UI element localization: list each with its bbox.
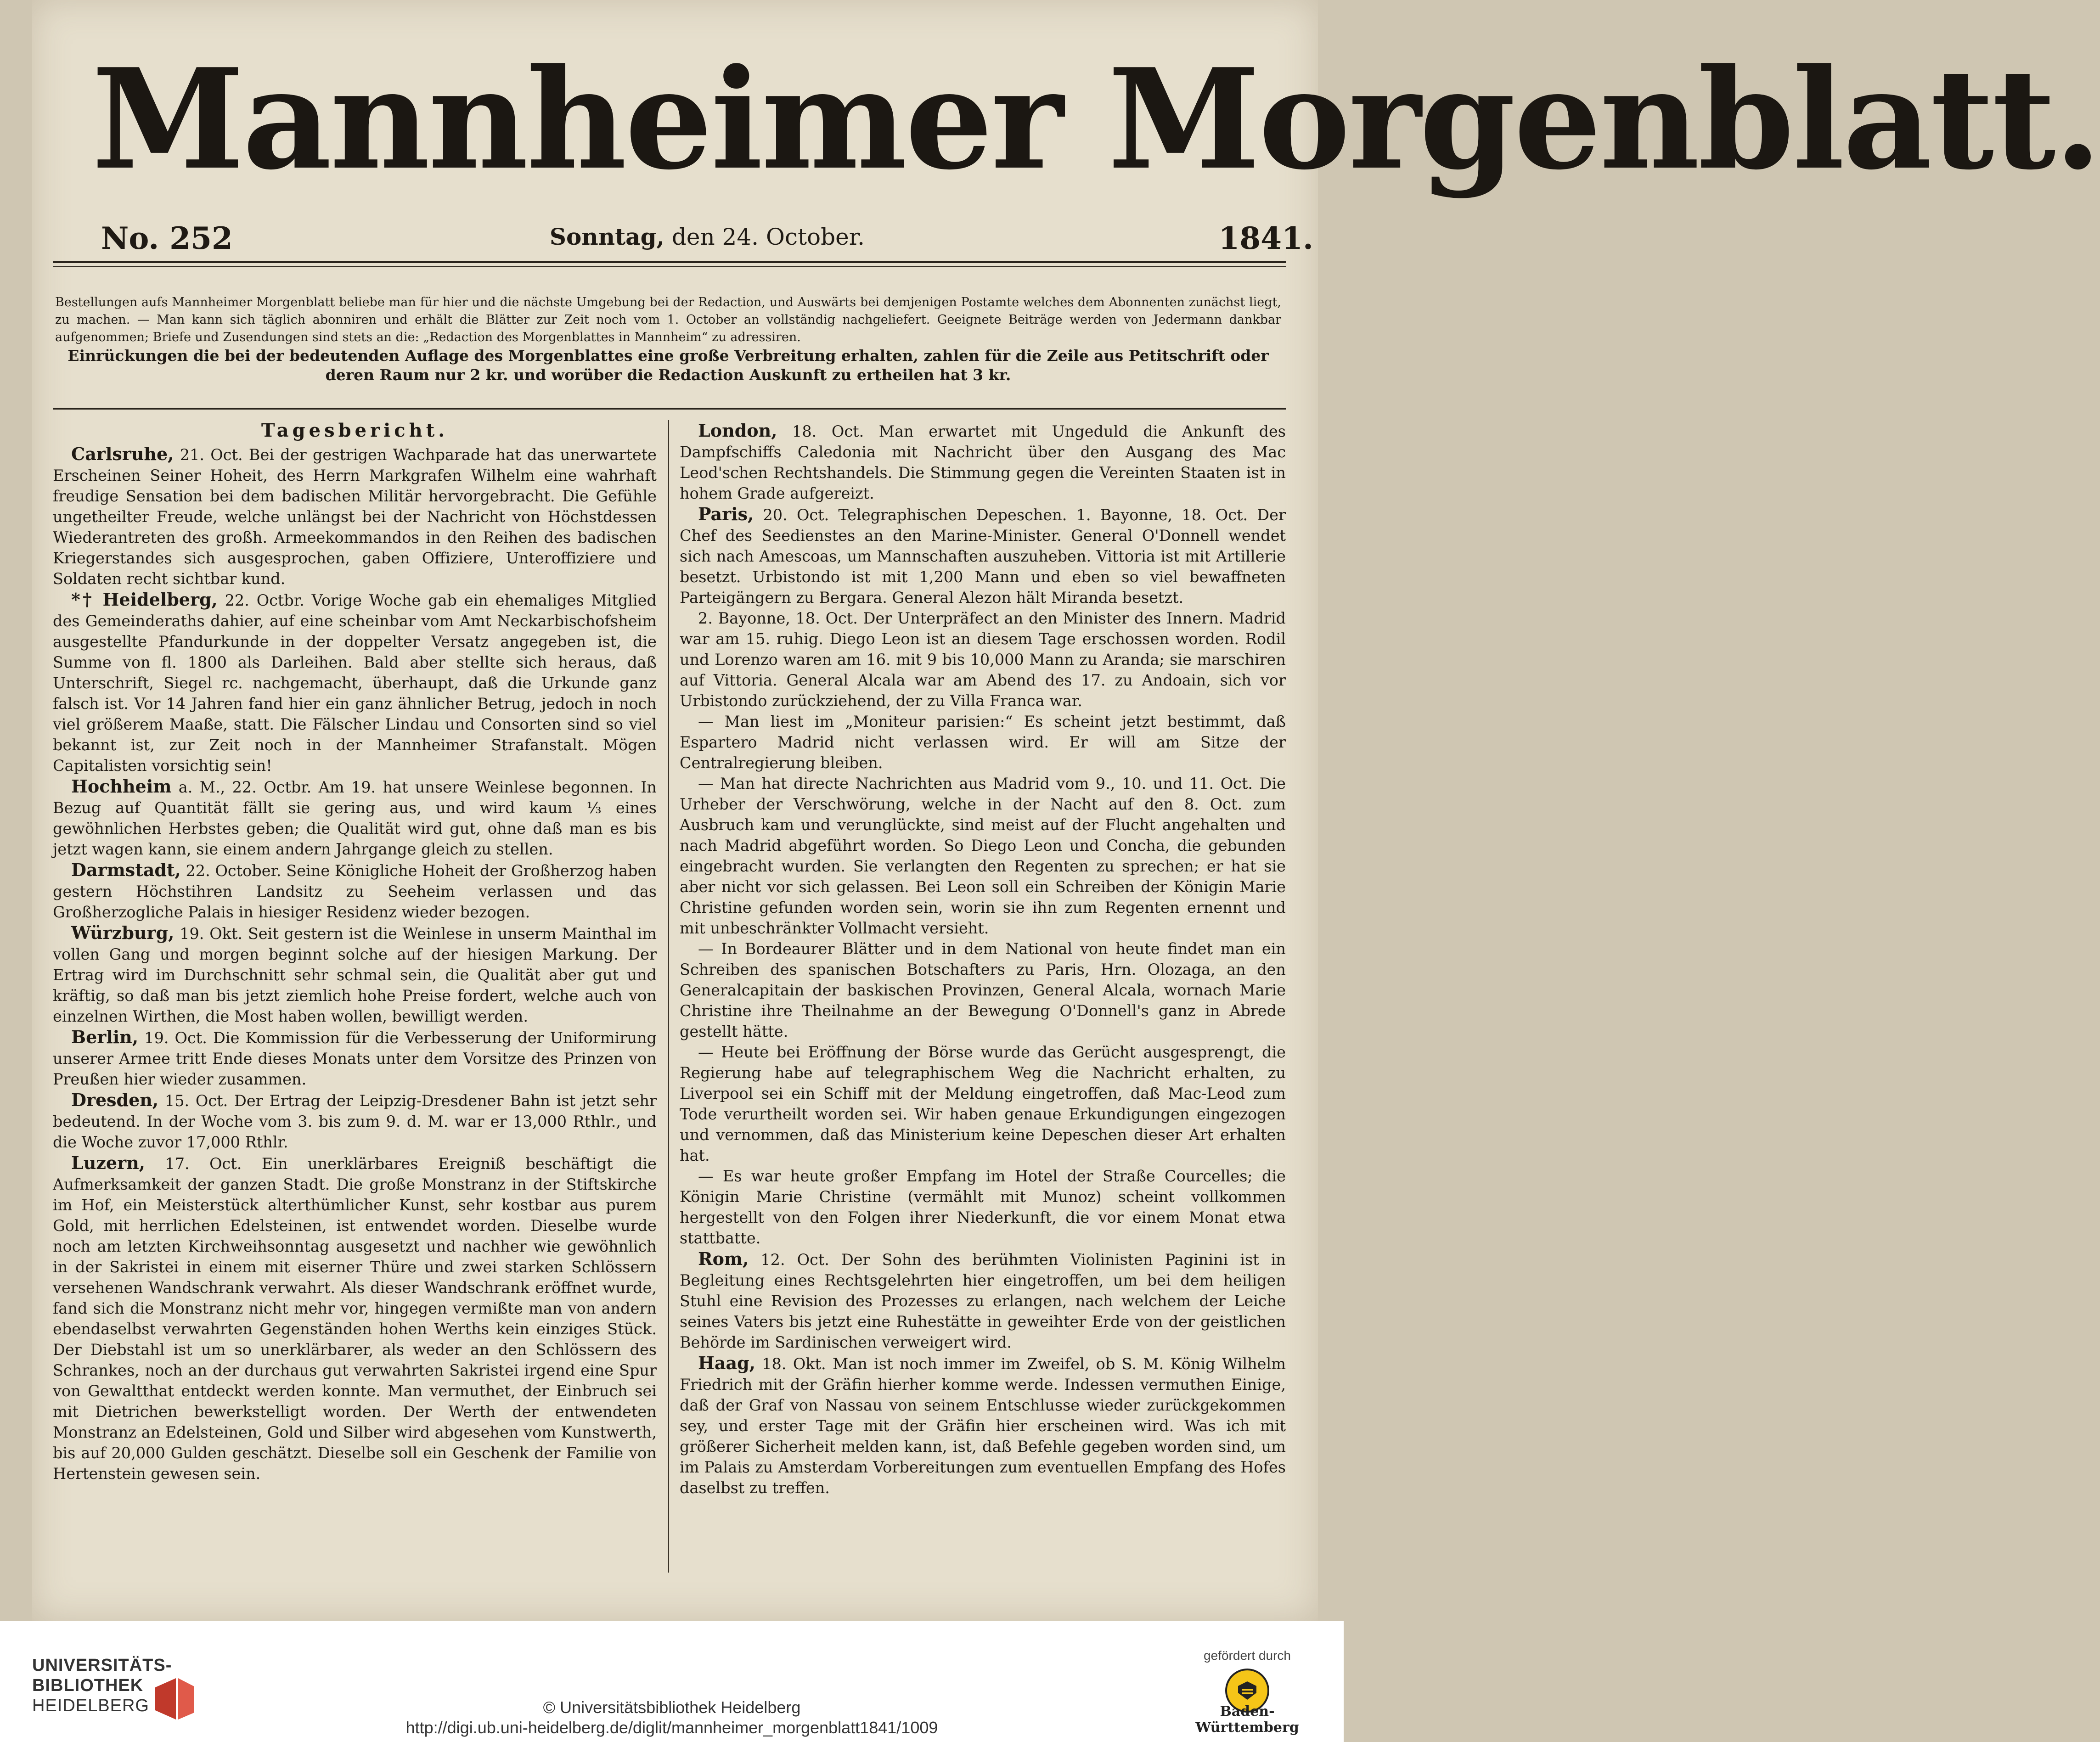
library-name-line: BIBLIOTHEK <box>32 1676 144 1695</box>
issue-date-text: den 24. October. <box>671 224 865 250</box>
divider-rule <box>53 408 1286 410</box>
column-left <box>53 420 657 1577</box>
article-text: — Es war heute großer Empfang im Hotel der Straße Courcelles; die Königin Marie Christine (vermählt mit Munoz) scheint vollkommen hergestellt von den Folgen ihrer Niederkunft, die vor einem Monat etwa stattbatte. <box>680 1167 1286 1247</box>
library-name-line: UNIVERSITÄTS- <box>32 1656 172 1675</box>
article <box>53 1090 657 1152</box>
article <box>680 420 1286 504</box>
article <box>680 1353 1286 1498</box>
dateline <box>101 216 1313 257</box>
article-text: 18. Okt. Man ist noch immer im Zweifel, ob S. M. König Wilhelm Friedrich mit der Gräfin hierher komme werde. Indessen vermuthen Einige, daß der Graf von Nassau von seinem Entschlusse wieder zurückgekommen sey, und erster Tage mit der Gräfin hier erscheinen wird. Was ich mit größerer Sicherheit melden kann, ist, daß Befehle gegeben worden sind, um im Palais zu Amsterdam Vorbereitungen zum eventuellen Empfang des Hofes daselbst zu treffen. <box>680 1355 1286 1497</box>
article-place: Haag, <box>698 1353 755 1373</box>
article-place: Paris, <box>698 504 754 524</box>
article-text: 2. Bayonne, 18. Oct. Der Unterpräfect an den Minister des Innern. Madrid war am 15. ruhig. Diego Leon ist an diesem Tage erschossen worden. Rodil und Lorenzo waren am 16. mit 9 bis 10,000 Mann zu Aranda; sie marschiren auf Vittoria. General Alcala war am Abend des 17. zu Andoain, sich vor Urbistondo zurückziehend, der zu Villa Franca war. <box>680 609 1286 710</box>
article-place: Hochheim <box>71 776 172 797</box>
copyright-notice: © Universitätsbibliothek Heidelberg <box>543 1698 801 1717</box>
article-text: 15. Oct. Der Ertrag der Leipzig-Dresdener Bahn ist jetzt sehr bedeutend. In der Woche vom 3. bis zum 9. d. M. war er 13,000 Rthlr., und die Woche zuvor 17,000 Rthlr. <box>53 1092 657 1151</box>
article-place: Berlin, <box>71 1027 139 1047</box>
notice-text: Bestellungen aufs Mannheimer Morgenblatt beliebe man für hier und die nächste Umgebung bei der Redaction, und Auswärts bei demjenigen Postamte welches dem Abonnenten zunächst liegt, zu machen. — Man kann sich täglich abonniren und erhält die Blätter zur Zeit noch vom 1. October an vollständig nachgeliefert. Geeignete Beiträge werden von Jedermann dankbar aufgenommen; Briefe und Zusendungen sind stets an die: „Redaction des Morgenblattes in Mannheim“ zu adressiren. <box>55 295 1281 344</box>
article <box>53 922 657 1027</box>
masthead-title: Mannheimer Morgenblatt. <box>92 38 2100 200</box>
article <box>680 504 1286 608</box>
article <box>680 1248 1286 1353</box>
divider-rule <box>53 261 1286 263</box>
permalink[interactable]: http://digi.ub.uni-heidelberg.de/diglit/mannheimer_morgenblatt1841/1009 <box>405 1718 938 1737</box>
article-place: London, <box>698 420 777 441</box>
column-right <box>680 420 1286 1577</box>
article-text: 17. Oct. Ein unerklärbares Ereigniß beschäftigt die Aufmerksamkeit der ganzen Stadt. Die große Monstranz in der Stiftskirche im Hof, ein Meisterstück alterthümlicher Kunst, sehr kostbar aus purem Gold, mit herrlichen Edelsteinen, ist entwendet worden. Dieselbe wurde noch am letzten Kirchweihsonntag ausgesetzt und nachher wie gewöhnlich in der Sakristei in einem mit eiserner Thüre und zwei starken Schlössern versehenen Wandschrank verwahrt. Als dieser Wandschrank eröffnet wurde, fand sich die Monstranz nicht mehr vor, hingegen vermißte man von andern ebendaselbst verwahrten Gegenständen hohen Werths kein einziges Stück. Der Diebstahl ist um so unerklärbarer, als weder an den Schlössern des Schrankes, noch an der durchaus gut verwahrten Sakristei irgend eine Spur von Gewaltthat entdeckt werden konnte. Man vermuthet, der Einbruch sei mit Dietrichen bewerkstelligt worden. Der Werth der entwendeten Monstranz an Edelsteinen, Gold und Silber wird abgesehen vom Kunstwerth, bis auf 20,000 Gulden geschätzt. Dieselbe soll ein Geschenk der Familie von Hertenstein gewesen sein. <box>53 1155 657 1483</box>
article-place: Darmstadt, <box>71 860 181 880</box>
subscription-notice <box>55 294 1281 404</box>
article-text: — Man hat directe Nachrichten aus Madrid vom 9., 10. und 11. Oct. Die Urheber der Verschwörung, welche in der Nacht auf den 8. Oct. zum Ausbruch kam und verunglückte, sind meist auf der Flucht angehalten und nach Madrid abgeführt worden. So Diego Leon und Concha, die gebunden eingebracht wurden. Sie verlangten den Regenten zu sprechen; er hat sie aber nicht vor sich gelassen. Bei Leon soll ein Schreiben der Königin Marie Christine gefunden worden sein, worin sie ihn zum Regenten ernennt und mit unbeschränkter Vollmacht versieht. <box>680 775 1286 937</box>
state-name: Baden-Württemberg <box>1195 1703 1299 1736</box>
article-text: 20. Oct. Telegraphischen Depeschen. 1. Bayonne, 18. Oct. Der Chef des Seedienstes an den Marine-Minister. General O'Donnell wendet sich nach Amescoas, um Mannschaften auszuheben. Vittoria ist mit Artillerie besetzt. Urbistondo ist mit 1,200 Mann und eben so viel bewaffneten Parteigängern zu Bergara. General Alezon hält Miranda besetzt. <box>680 506 1286 607</box>
library-footer <box>0 1621 1344 1742</box>
article <box>53 444 657 589</box>
section-heading: Tagesbericht. <box>261 420 449 441</box>
article <box>53 776 657 860</box>
article-text: 19. Okt. Seit gestern ist die Weinlese in unserm Mainthal im vollen Gang und morgen beginnt solche auf der hiesigen Markung. Der Ertrag wird im Durchschnitt sehr schmal sein, die Qualität aber gut und kräftig, so daß man bis jetzt ziemlich hohe Preise fordert, welche auch von einzelnen Wirthen, die Most haben wollen, bewilligt werden. <box>53 925 657 1025</box>
article <box>53 1027 657 1090</box>
issue-date <box>101 223 1313 250</box>
article-text: a. M., 22. Octbr. Am 19. hat unsere Weinlese begonnen. In Bezug auf Quantität fällt sie gering aus, und wird kaum ⅓ eines gewöhnlichen Herbstes geben; die Qualität wird gut, ohne daß man es bis jetzt wagen kann, sie einem andern Jahrgange gleich zu stellen. <box>53 778 657 858</box>
notice-advertising: Einrückungen die bei der bedeutenden Auflage des Morgenblattes eine große Verbreitung erhalten, zahlen für die Zeile aus Petitschrift oder deren Raum nur 2 kr. und worüber die Redaction Auskunft zu ertheilen hat 3 kr. <box>68 347 1269 384</box>
article-text: 22. Octbr. Vorige Woche gab ein ehemaliges Mitglied des Gemeinderaths dahier, auf eine scheinbar vom Amt Neckarbischofsheim ausgestellte Pfandurkunde in der doppelter Versatz angegeben ist, die Summe von fl. 1800 als Darleihen. Bald aber stellte sich heraus, daß Unterschrift, Siegel rc. nachgemacht, überhaupt, daß die Urkunde ganz falsch ist. Vor 14 Jahren fand hier ein ganz ähnlicher Betrug, jedoch in noch viel größerem Maaße, statt. Die Fälscher Lindau und Consorten sind so viel bekannt ist, zur Zeit noch in der Mannheimer Strafanstalt. Mögen Capitalisten vorsichtig sein! <box>53 591 657 775</box>
article <box>53 589 657 776</box>
funded-by-label: gefördert durch <box>1204 1648 1291 1663</box>
article-text: — Man liest im „Moniteur parisien:“ Es scheint jetzt bestimmt, daß Espartero Madrid nicht verlassen wird. Er will am Sitze der Centralregierung bleiben. <box>680 713 1286 772</box>
article <box>53 860 657 922</box>
article-place: Würzburg, <box>71 922 175 943</box>
article-text: 22. October. Seine Königliche Hoheit der Großherzog haben gestern Höchstihren Landsitz zu Seeheim verlassen und das Großherzogliche Palais in hiesiger Residenz wieder bezogen. <box>53 862 657 921</box>
article-place: Dresden, <box>71 1090 159 1110</box>
article-text: 18. Oct. Man erwartet mit Ungeduld die Ankunft des Dampfschiffs Caledonia mit Nachricht über den Ausgang des Mac Leod'schen Rechtshandels. Die Stimmung gegen die Vereinten Staaten ist in hohem Grade aufgereizt. <box>680 422 1286 502</box>
divider-rule <box>53 266 1286 267</box>
article-place: Luzern, <box>71 1152 145 1173</box>
article-text: 12. Oct. Der Sohn des berühmten Violinisten Paginini ist in Begleitung eines Rechtsgelehrten hier eingetroffen, um bei dem heiligen Stuhl eine Revision des Prozesses zu erlangen, nach welchem der Leiche seines Vaters bis jetzt eine Ruhestätte in geweihter Erde von der geistlichen Behörde im Sardinischen verweigert wird. <box>680 1251 1286 1351</box>
article <box>53 1152 657 1484</box>
article-place: Rom, <box>698 1248 749 1269</box>
issue-day: Sonntag, <box>549 223 664 250</box>
library-name-line: HEIDELBERG <box>32 1696 149 1715</box>
issue-number: No. 252 <box>101 220 233 256</box>
column-divider <box>668 420 669 1573</box>
article-place: *† Heidelberg, <box>71 589 218 610</box>
issue-year: 1841. <box>1218 220 1313 256</box>
article-place: Carlsruhe, <box>71 444 174 464</box>
article-text: — In Bordeaurer Blätter und in dem National von heute findet man ein Schreiben des spanischen Botschafters zu Paris, Hrn. Olozaga, an den Generalcapitain der baskischen Provinzen, General Alcala, wornach Marie Christine ihre Theilnahme an der Bewegung O'Donnell's ganz in Abrede gestellt hätte. <box>680 940 1286 1040</box>
article-text: 21. Oct. Bei der gestrigen Wachparade hat das unerwartete Erscheinen Seiner Hoheit, des Herrn Markgrafen Wilhelm eine wahrhaft freudige Sensation bei dem badischen Militär hervorgebracht. Die Gefühle ungetheilter Freude, welche unlängst bei der Nachricht von Höchstdessen Wiederantreten des großh. Armeekommandos in den Reihen des badischen Kriegerstandes sich ausgesprochen, gaben Offiziere, Unteroffiziere und Soldaten recht sichtbar kund. <box>53 446 657 588</box>
article-text: — Heute bei Eröffnung der Börse wurde das Gerücht ausgesprengt, die Regierung habe auf telegraphischem Weg die Nachricht erhalten, zu Liverpool sei ein Schiff mit der Meldung eingetroffen, daß Mac-Leod zum Tode verurtheilt worden sei. Wir haben genaue Erkundigungen eingezogen und vernommen, daß das Ministerium keine Depeschen dieser Art erhalten hat. <box>680 1043 1286 1164</box>
article-text: 19. Oct. Die Kommission für die Verbesserung der Uniformirung unserer Armee tritt Ende dieses Monats unter dem Vorsitze des Prinzen von Preußen hier wieder zusammen. <box>53 1029 657 1088</box>
funder-logo[interactable] <box>1169 1648 1325 1740</box>
